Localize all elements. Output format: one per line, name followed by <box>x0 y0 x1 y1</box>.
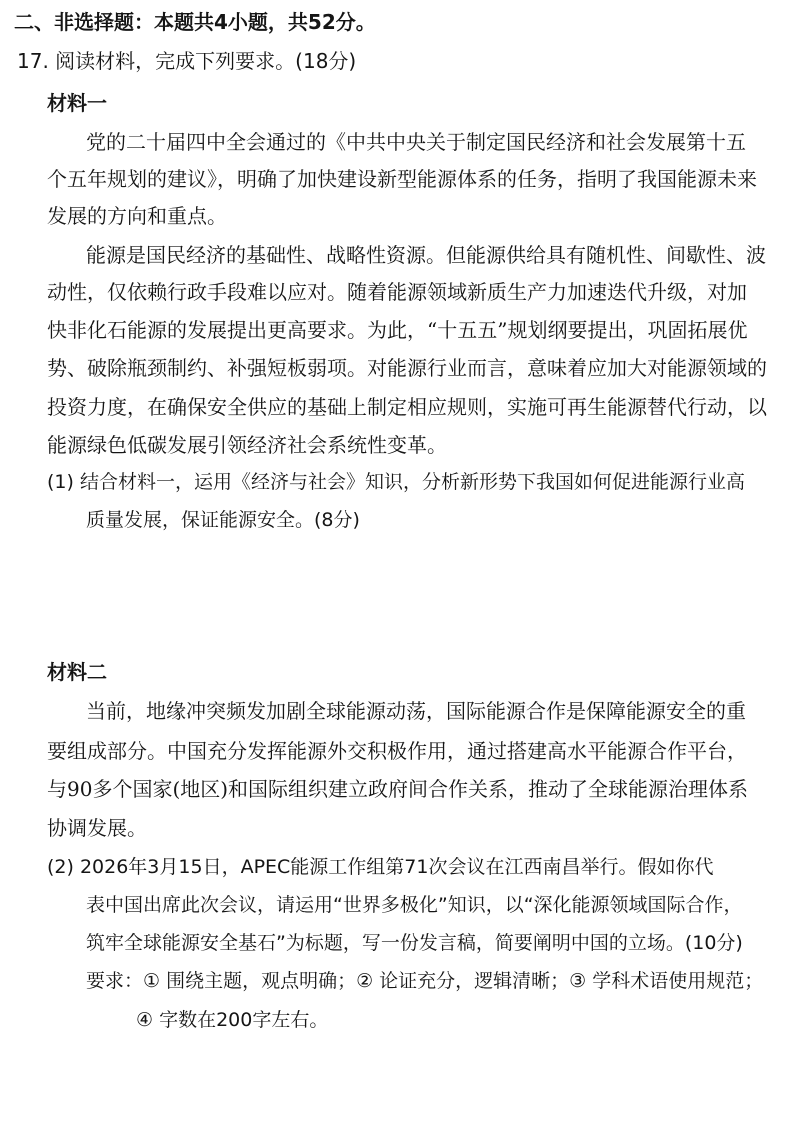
material1-p2-line4: 势、破除瓶颈制约、补强短板弱项。对能源行业而言，意味着应加大对能源领域的 <box>47 356 767 380</box>
sub-question-2-line2: 表中国出席此次会议，请运用“世界多极化”知识，以“深化能源领域国际合作， <box>86 894 743 916</box>
sub-question-2-line1: (2) 2026年3月15日，APEC能源工作组第71次会议在江西南昌举行。假如你代 <box>47 856 714 878</box>
question-title: 17. 阅读材料，完成下列要求。(18分) <box>17 49 357 73</box>
sub-question-2-requirements: 要求：① 围绕主题，观点明确；② 论证充分，逻辑清晰；③ 学科术语使用规范； <box>86 970 764 992</box>
material1-p2-line1: 能源是国民经济的基础性、战略性资源。但能源供给具有随机性、间歇性、波 <box>86 243 766 267</box>
material2-p1-line2: 要组成部分。中国充分发挥能源外交积极作用，通过搭建高水平能源合作平台， <box>47 739 747 763</box>
material1-p2-line5: 投资力度，在确保安全供应的基础上制定相应规则，实施可再生能源替代行动，以 <box>47 395 767 419</box>
material2-p1-line1: 当前，地缘冲突频发加剧全球能源动荡，国际能源合作是保障能源安全的重 <box>86 699 746 723</box>
material2-p1-line4: 协调发展。 <box>47 816 147 840</box>
sub-question-1-line1: (1) 结合材料一，运用《经济与社会》知识，分析新形势下我国如何促进能源行业高 <box>47 471 745 493</box>
material1-p1-line3: 发展的方向和重点。 <box>47 204 227 228</box>
material1-heading: 材料一 <box>47 91 107 115</box>
sub-question-2-requirement-4: ④ 字数在200字左右。 <box>136 1009 329 1031</box>
material1-p1-line2: 个五年规划的建议》，明确了加快建设新型能源体系的任务，指明了我国能源未来 <box>47 167 757 191</box>
section-title: 二、非选择题：本题共4小题，共52分。 <box>14 10 376 34</box>
sub-question-2-line3: 筑牢全球能源安全基石”为标题，写一份发言稿，简要阐明中国的立场。(10分) <box>86 932 743 954</box>
material1-p1-line1: 党的二十届四中全会通过的《中共中央关于制定国民经济和社会发展第十五 <box>86 130 746 154</box>
material1-p2-line3: 快非化石能源的发展提出更高要求。为此，“十五五”规划纲要提出，巩固拓展优 <box>47 318 748 342</box>
material2-heading: 材料二 <box>47 660 107 684</box>
sub-question-1-line2: 质量发展，保证能源安全。(8分) <box>86 509 360 531</box>
material1-p2-line6: 能源绿色低碳发展引领经济社会系统性变革。 <box>47 433 447 457</box>
material1-p2-line2: 动性，仅依赖行政手段难以应对。随着能源领域新质生产力加速迭代升级，对加 <box>47 280 747 304</box>
material2-p1-line3: 与90多个国家(地区)和国际组织建立政府间合作关系，推动了全球能源治理体系 <box>47 777 749 801</box>
